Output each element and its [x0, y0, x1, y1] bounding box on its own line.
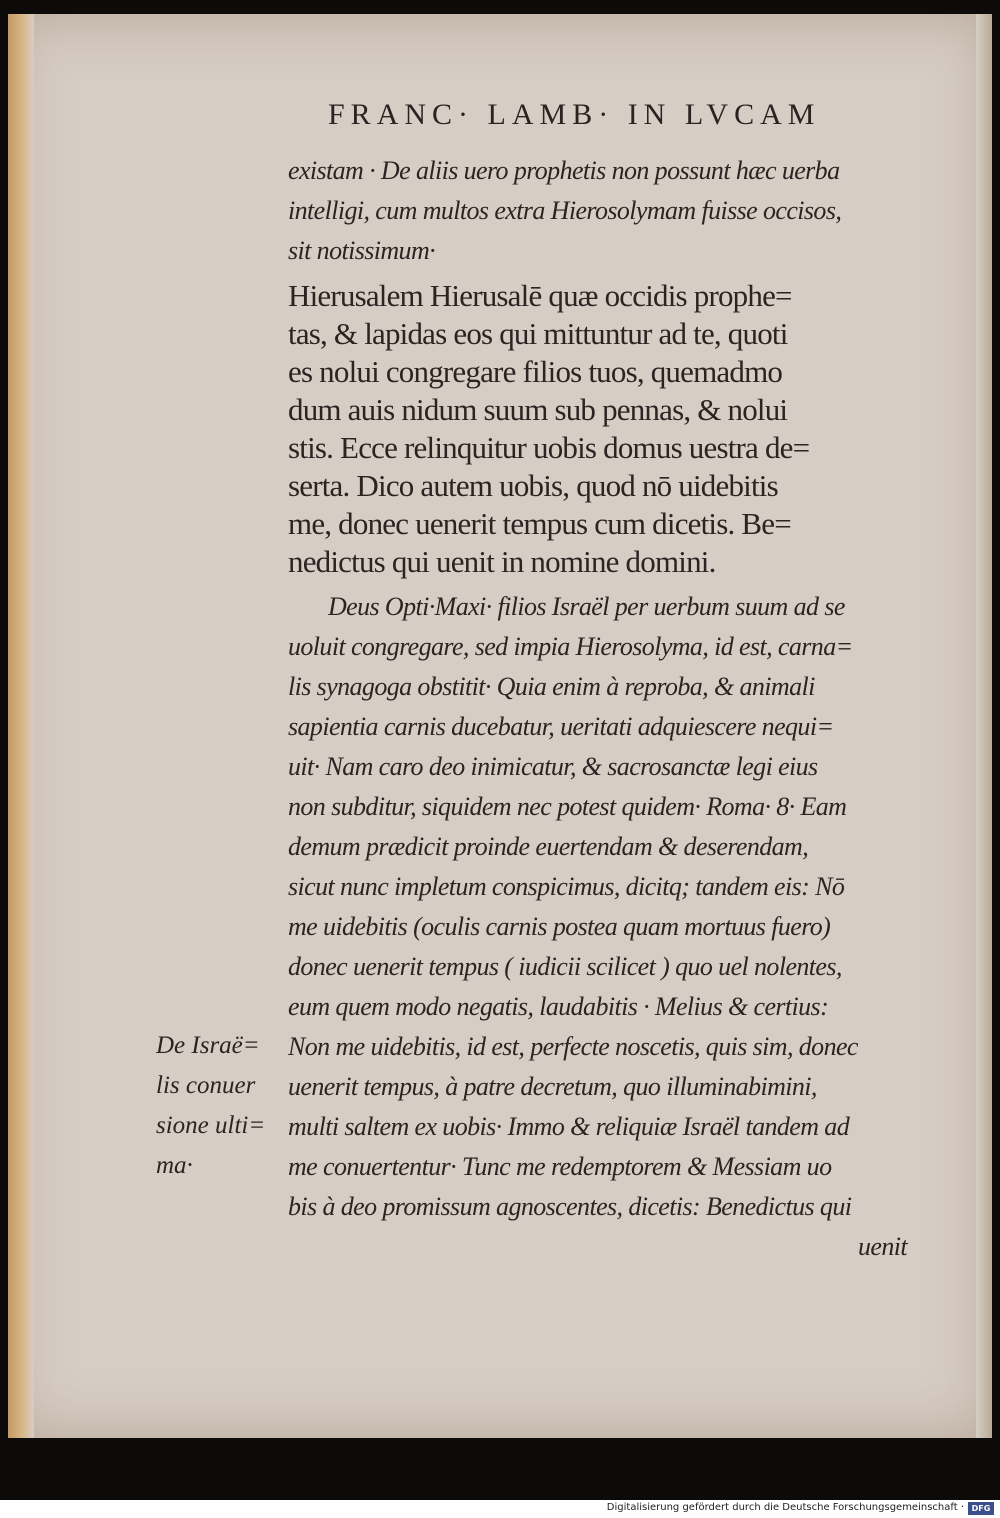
- dfg-logo: DFG: [968, 1502, 994, 1515]
- opening-line: intelligi, cum multos extra Hierosolymam fuisse occisos,: [288, 196, 842, 225]
- page-right-edge: [976, 14, 992, 1438]
- page-gutter-edge: [8, 14, 34, 1438]
- commentary-line: sicut nunc impletum conspicimus, dicitq; tandem eis: Nō: [288, 872, 845, 901]
- footer-bar: [0, 1500, 1000, 1518]
- commentary-line: non subditur, siquidem nec potest quidem· Roma· 8· Eam: [288, 792, 847, 821]
- commentary-line: uenerit tempus, à patre decretum, quo illuminabimini,: [288, 1072, 817, 1101]
- scripture-line: tas, & lapidas eos qui mittuntur ad te, quoti: [288, 316, 788, 351]
- margin-note-line: sione ulti=: [156, 1112, 266, 1139]
- scripture-line: Hierusalem Hierusalē quæ occidis prophe=: [288, 278, 792, 313]
- margin-note-line: De Israë=: [156, 1032, 260, 1059]
- commentary-line: donec uenerit tempus ( iudicii scilicet ) quo uel nolentes,: [288, 952, 842, 981]
- scripture-line: serta. Dico autem uobis, quod nō uidebitis: [288, 468, 778, 503]
- opening-line: existam · De aliis uero prophetis non possunt hæc uerba: [288, 156, 840, 185]
- running-head: FRANC· LAMB· IN LVCAM: [328, 98, 821, 131]
- commentary-line: Non me uidebitis, id est, perfecte noscetis, quis sim, donec: [288, 1032, 858, 1061]
- commentary-line: me uidebitis (oculis carnis postea quam mortuus fuero): [288, 912, 831, 941]
- commentary-line: bis à deo promissum agnoscentes, dicetis: Benedictus qui: [288, 1192, 852, 1221]
- commentary-line: lis synagoga obstitit· Quia enim à reproba, & animali: [288, 672, 815, 701]
- commentary-line: sapientia carnis ducebatur, ueritati adquiescere nequi=: [288, 712, 834, 741]
- commentary-line: demum prædicit proinde euertendam & deserendam,: [288, 832, 809, 861]
- scripture-line: stis. Ecce relinquitur uobis domus uestra de=: [288, 430, 810, 465]
- margin-note-line: lis conuer: [156, 1072, 256, 1099]
- commentary-line: eum quem modo negatis, laudabitis · Melius & certius:: [288, 992, 829, 1021]
- commentary-line: me conuertentur· Tunc me redemptorem & Messiam uo: [288, 1152, 832, 1181]
- scripture-line: es nolui congregare filios tuos, quemadmo: [288, 354, 783, 389]
- scripture-line: me, donec uenerit tempus cum dicetis. Be=: [288, 506, 791, 541]
- commentary-line: multi saltem ex uobis· Immo & reliquiæ Israël tandem ad: [288, 1112, 850, 1141]
- commentary-line: uoluit congregare, sed impia Hierosolyma, id est, carna=: [288, 632, 853, 661]
- commentary-line: Deus Opti·Maxi· filios Israël per uerbum suum ad se: [328, 592, 845, 621]
- scripture-line: dum auis nidum suum sub pennas, & nolui: [288, 392, 788, 427]
- footer-credit: Digitalisierung gefördert durch die Deutsche Forschungsgemeinschaft ·: [606, 1502, 964, 1513]
- scripture-line: nedictus qui uenit in nomine domini.: [288, 544, 716, 579]
- opening-line: sit notissimum·: [288, 236, 436, 265]
- catchword: uenit: [858, 1232, 907, 1261]
- commentary-line: uit· Nam caro deo inimicatur, & sacrosanctæ legi eius: [288, 752, 818, 781]
- margin-note-line: ma·: [156, 1152, 193, 1179]
